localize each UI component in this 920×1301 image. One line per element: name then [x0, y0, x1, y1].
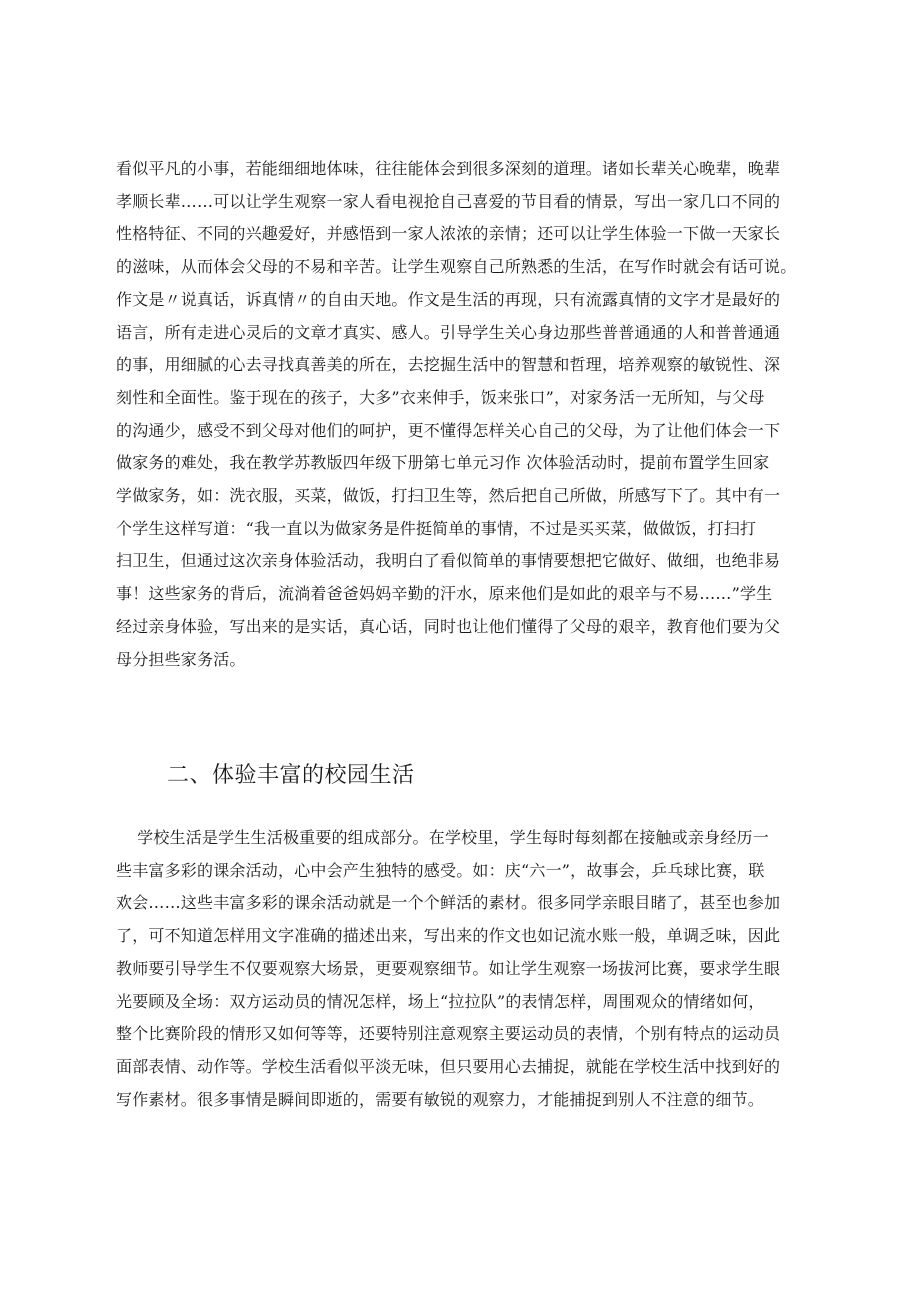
text-line: 整个比赛阶段的情形又如何等等，还要特别注意观察主要运动员的表情，个别有特点的运动员 — [116, 1024, 781, 1044]
text-line: 扫卫生，但通过这次亲身体验活动，我明白了看似简单的事情要想把它做好、做细，也绝非易 — [116, 551, 781, 571]
text-line: 学做家务，如：洗衣服，买菜，做饭，打扫卫生等，然后把自己所做，所感写下了。其中有一 — [116, 486, 781, 506]
section-heading: 二、体验丰富的校园生活 — [167, 763, 415, 788]
text-line: 的滋味，从而体会父母的不易和辛苦。让学生观察自己所熟悉的生活，在写作时就会有话可说。 — [116, 257, 797, 277]
paragraph-school-life — [116, 822, 806, 1116]
text-line: 母分担些家务活。 — [116, 649, 246, 669]
text-line: 语言，所有走进心灵后的文章才真实、感人。引导学生关心身边那些普普通通的人和普普通通 — [116, 322, 781, 342]
paragraph-family-life — [116, 153, 806, 676]
text-line: 教师要引导学生不仅要观察大场景，更要观察细节。如让学生观察一场拔河比赛，要求学生眼 — [116, 958, 781, 978]
text-line: 孝顺长辈……可以让学生观察一家人看电视抢自己喜爱的节目看的情景，写出一家几口不同的 — [116, 191, 781, 211]
text-line: 了，可不知道怎样用文字准确的描述出来，写出来的作文也如记流水账一般，单调乏味，因此 — [116, 926, 781, 946]
text-line: 面部表情、动作等。学校生活看似平淡无味，但只要用心去捕捉，就能在学校生活中找到好的 — [116, 1056, 781, 1076]
text-line: 看似平凡的小事，若能细细地体味，往往能体会到很多深刻的道理。诸如长辈关心晚辈，晚辈 — [116, 159, 781, 178]
text-line: 刻性和全面性。鉴于现在的孩子，大多”衣来伸手，饭来张口”，对家务活一无所知，与父母 — [116, 387, 765, 407]
text-line: 个学生这样写道：“我一直以为做家务是件挺简单的事情，不过是买买菜，做做饭，打扫打 — [116, 518, 757, 538]
text-line: 些丰富多彩的课余活动，心中会产生独特的感受。如：庆“六一”，故事会，乒乓球比赛，联 — [116, 860, 765, 880]
text-line: 作文是〃说真话，诉真情〃的自由天地。作文是生活的再现，只有流露真情的文字才是最好的 — [116, 289, 781, 309]
text-line: 学校生活是学生生活极重要的组成部分。在学校里，学生每时每刻都在接触或亲身经历一 — [116, 828, 769, 847]
text-line: 的沟通少，感受不到父母对他们的呵护，更不懂得怎样关心自己的父母，为了让他们体会一下 — [116, 420, 781, 440]
text-line: 写作素材。很多事情是瞬间即逝的，需要有敏锐的观察力，才能捕捉到别人不注意的细节。 — [116, 1089, 765, 1109]
text-line: 做家务的难处，我在教学苏教版四年级下册第七单元习作 次体验活动时，提前布置学生回家 — [116, 453, 770, 473]
text-line: 性格特征、不同的兴趣爱好，并感悟到一家人浓浓的亲情；还可以让学生体验一下做一天家长 — [116, 224, 781, 244]
text-line: 的事，用细腻的心去寻找真善美的所在，去挖掘生活中的智慧和哲理，培养观察的敏锐性、深 — [116, 355, 781, 375]
text-line: 事！这些家务的背后，流淌着爸爸妈妈辛勤的汗水，原来他们是如此的艰辛与不易……”学生 — [116, 584, 773, 604]
text-line: 光要顾及全场：双方运动员的情况怎样，场上“拉拉队”的表情怎样，周围观众的情绪如何， — [116, 991, 765, 1011]
text-line: 经过亲身体验，写出来的是实话，真心话，同时也让他们懂得了父母的艰辛，教育他们要为父 — [116, 616, 781, 636]
text-line: 欢会……这些丰富多彩的课余活动就是一个个鲜活的素材。很多同学亲眼目睹了，甚至也参加 — [116, 893, 781, 913]
